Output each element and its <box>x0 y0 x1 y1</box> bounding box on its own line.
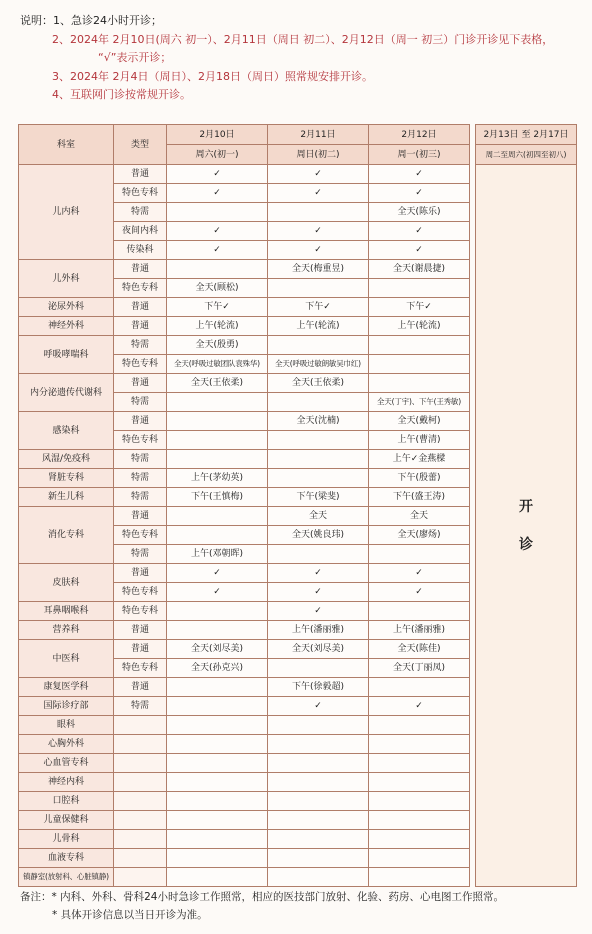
type-cell: 普通 <box>114 640 167 659</box>
dept-cell: 儿外科 <box>19 260 114 298</box>
type-cell: 特需 <box>114 545 167 564</box>
schedule-cell-d3: 下午(殷蕾) <box>369 469 470 488</box>
type-cell <box>114 830 167 849</box>
schedule-cell-d1: ✓ <box>167 222 268 241</box>
schedule-cell-d2 <box>268 754 369 773</box>
schedule-cell-d1: 下午✓ <box>167 298 268 317</box>
schedule-cell-d3: 全天(陈乐) <box>369 203 470 222</box>
schedule-cell-d1 <box>167 830 268 849</box>
schedule-cell-d1 <box>167 697 268 716</box>
type-cell <box>114 716 167 735</box>
schedule-cell-d1 <box>167 412 268 431</box>
dept-cell: 心血管专科 <box>19 754 114 773</box>
schedule-cell-d1 <box>167 754 268 773</box>
schedule-cell-d2: 全天(沈楠) <box>268 412 369 431</box>
header-d1-date: 2月10日 <box>167 125 268 145</box>
schedule-cell-d3: ✓ <box>369 241 470 260</box>
schedule-cell-d2: ✓ <box>268 165 369 184</box>
type-cell: 特色专科 <box>114 279 167 298</box>
schedule-table <box>18 124 577 887</box>
schedule-cell-d1 <box>167 602 268 621</box>
dept-cell: 内分泌遗传代谢科 <box>19 374 114 412</box>
dept-cell: 新生儿科 <box>19 488 114 507</box>
schedule-cell-d2 <box>268 773 369 792</box>
schedule-cell-d3: ✓ <box>369 697 470 716</box>
schedule-cell-d3: 上午(潘丽雅) <box>369 621 470 640</box>
dept-cell: 心胸外科 <box>19 735 114 754</box>
schedule-cell-d3 <box>369 374 470 393</box>
schedule-cell-d3: 全天(廖炀) <box>369 526 470 545</box>
schedule-cell-d1: ✓ <box>167 184 268 203</box>
schedule-cell-d2 <box>268 811 369 830</box>
header-dept: 科室 <box>19 125 114 165</box>
schedule-cell-d2: 全天(梅重昱) <box>268 260 369 279</box>
schedule-cell-d2: ✓ <box>268 241 369 260</box>
type-cell: 夜间内科 <box>114 222 167 241</box>
schedule-cell-d2: ✓ <box>268 564 369 583</box>
schedule-cell-d1: 全天(刘尽美) <box>167 640 268 659</box>
schedule-cell-d1: 上午(邓朝晖) <box>167 545 268 564</box>
schedule-cell-d3: ✓ <box>369 564 470 583</box>
header-d3-date: 2月12日 <box>369 125 470 145</box>
open-char: 诊 <box>519 536 533 553</box>
schedule-cell-d3 <box>369 716 470 735</box>
footer-line-2: * 具体开诊信息以当日开诊为准。 <box>52 909 208 921</box>
schedule-cell-d3 <box>369 811 470 830</box>
schedule-cell-d3 <box>369 754 470 773</box>
schedule-cell-d1 <box>167 716 268 735</box>
schedule-cell-d3 <box>369 830 470 849</box>
type-cell: 特需 <box>114 697 167 716</box>
open-column <box>476 165 577 887</box>
schedule-cell-d3: 全天(丁丽凤) <box>369 659 470 678</box>
schedule-cell-d3: ✓ <box>369 165 470 184</box>
type-cell <box>114 773 167 792</box>
schedule-cell-d2: 全天(刘尽美) <box>268 640 369 659</box>
notes <box>20 12 553 105</box>
schedule-cell-d3: 上午✓金燕樑 <box>369 450 470 469</box>
schedule-cell-d3 <box>369 355 470 374</box>
schedule-cell-d1 <box>167 203 268 222</box>
schedule-cell-d1 <box>167 849 268 868</box>
footer-line-1: 备注：* 内科、外科、骨科24小时急诊工作照常，相应的医技部门放射、化验、药房、心电图工作照常。 <box>20 891 504 903</box>
schedule-cell-d1 <box>167 431 268 450</box>
schedule-cell-d1: ✓ <box>167 165 268 184</box>
dept-cell: 肾脏专科 <box>19 469 114 488</box>
schedule-cell-d1 <box>167 260 268 279</box>
type-cell: 特需 <box>114 469 167 488</box>
schedule-cell-d1 <box>167 792 268 811</box>
schedule-cell-d2 <box>268 735 369 754</box>
schedule-cell-d3 <box>369 279 470 298</box>
type-cell: 普通 <box>114 621 167 640</box>
schedule-cell-d3 <box>369 868 470 887</box>
schedule-cell-d3 <box>369 792 470 811</box>
dept-cell: 国际诊疗部 <box>19 697 114 716</box>
schedule-cell-d3: ✓ <box>369 184 470 203</box>
schedule-cell-d2: 全天(姚良玮) <box>268 526 369 545</box>
dept-cell: 泌尿外科 <box>19 298 114 317</box>
schedule-cell-d3: ✓ <box>369 583 470 602</box>
schedule-cell-d3: 上午(轮流) <box>369 317 470 336</box>
schedule-cell-d2: 上午(潘丽雅) <box>268 621 369 640</box>
schedule-cell-d2: 上午(轮流) <box>268 317 369 336</box>
note-line-4: 4、互联网门诊按常规开诊。 <box>52 88 191 101</box>
schedule-cell-d3 <box>369 602 470 621</box>
schedule-cell-d3: 全天(谢晨捷) <box>369 260 470 279</box>
schedule-cell-d1: 全天(顾松) <box>167 279 268 298</box>
schedule-cell-d3: 全天(丁宇)、下午(王秀敏) <box>369 393 470 412</box>
schedule-cell-d2 <box>268 336 369 355</box>
type-cell: 特色专科 <box>114 583 167 602</box>
schedule-cell-d2 <box>268 450 369 469</box>
schedule-cell-d3: 下午✓ <box>369 298 470 317</box>
dept-cell: 呼吸哮喘科 <box>19 336 114 374</box>
schedule-cell-d1 <box>167 450 268 469</box>
schedule-cell-d2 <box>268 868 369 887</box>
schedule-cell-d2: ✓ <box>268 602 369 621</box>
schedule-cell-d2: 下午(梁斐) <box>268 488 369 507</box>
schedule-cell-d1 <box>167 621 268 640</box>
schedule-cell-d1 <box>167 507 268 526</box>
type-cell: 特需 <box>114 203 167 222</box>
type-cell: 特色专科 <box>114 431 167 450</box>
note-line-2: 2、2024年 2月10日(周六 初一）、2月11日（周日 初二）、2月12日（周一 初三）门诊开诊见下表格， <box>52 32 554 46</box>
schedule-cell-d1 <box>167 773 268 792</box>
note-line-1: 说明：1、急诊24小时开诊； <box>20 14 162 27</box>
type-cell <box>114 792 167 811</box>
type-cell: 特色专科 <box>114 184 167 203</box>
type-cell: 特色专科 <box>114 526 167 545</box>
schedule-cell-d2: ✓ <box>268 583 369 602</box>
schedule-cell-d2 <box>268 716 369 735</box>
dept-cell: 儿内科 <box>19 165 114 260</box>
schedule-cell-d3 <box>369 545 470 564</box>
dept-cell: 消化专科 <box>19 507 114 564</box>
type-cell <box>114 811 167 830</box>
schedule-cell-d1: 上午(轮流) <box>167 317 268 336</box>
dept-cell: 儿童保健科 <box>19 811 114 830</box>
schedule-cell-d2 <box>268 849 369 868</box>
type-cell: 传染科 <box>114 241 167 260</box>
schedule-cell-d2: 全天(王依柔) <box>268 374 369 393</box>
type-cell <box>114 849 167 868</box>
schedule-cell-d2: 全天(呼吸过敏朗敏吴巾红) <box>268 355 369 374</box>
schedule-cell-d1 <box>167 526 268 545</box>
schedule-cell-d1: 全天(孙克兴) <box>167 659 268 678</box>
type-cell: 特需 <box>114 336 167 355</box>
schedule-cell-d1 <box>167 393 268 412</box>
schedule-cell-d3 <box>369 735 470 754</box>
dept-cell: 儿骨科 <box>19 830 114 849</box>
dept-cell: 中医科 <box>19 640 114 678</box>
schedule-cell-d1: 下午(王慎梅) <box>167 488 268 507</box>
schedule-cell-d3: 全天 <box>369 507 470 526</box>
schedule-cell-d1: ✓ <box>167 241 268 260</box>
schedule-cell-d2 <box>268 431 369 450</box>
schedule-cell-d1: ✓ <box>167 583 268 602</box>
schedule-cell-d2 <box>268 545 369 564</box>
schedule-cell-d1: 上午(茅幼英) <box>167 469 268 488</box>
schedule-cell-d2 <box>268 469 369 488</box>
header-d2-day: 周日(初二) <box>268 145 369 165</box>
schedule-table-wrap <box>18 124 577 887</box>
schedule-cell-d2 <box>268 659 369 678</box>
schedule-cell-d2: 下午✓ <box>268 298 369 317</box>
dept-cell: 皮肤科 <box>19 564 114 602</box>
schedule-cell-d2 <box>268 792 369 811</box>
header-d2-date: 2月11日 <box>268 125 369 145</box>
schedule-cell-d2: ✓ <box>268 222 369 241</box>
schedule-cell-d2: ✓ <box>268 184 369 203</box>
type-cell: 普通 <box>114 165 167 184</box>
dept-cell: 神经内科 <box>19 773 114 792</box>
schedule-body <box>19 165 577 887</box>
type-cell: 普通 <box>114 564 167 583</box>
schedule-cell-d2: 全天 <box>268 507 369 526</box>
schedule-cell-d3 <box>369 336 470 355</box>
note-line-2b: “√”表示开诊； <box>98 51 172 64</box>
type-cell <box>114 868 167 887</box>
schedule-cell-d3 <box>369 773 470 792</box>
note-line-3: 3、2024年 2月4日（周日）、2月18日（周日）照常规安排开诊。 <box>52 69 373 83</box>
header-d1-day: 周六(初一) <box>167 145 268 165</box>
dept-cell: 耳鼻咽喉科 <box>19 602 114 621</box>
schedule-cell-d1: 全天(呼吸过敏团队袁殊华) <box>167 355 268 374</box>
schedule-cell-d1 <box>167 678 268 697</box>
schedule-cell-d3: ✓ <box>369 222 470 241</box>
schedule-cell-d2: ✓ <box>268 697 369 716</box>
type-cell: 普通 <box>114 374 167 393</box>
type-cell: 特需 <box>114 450 167 469</box>
header-type: 类型 <box>114 125 167 165</box>
type-cell <box>114 754 167 773</box>
schedule-cell-d2 <box>268 830 369 849</box>
dept-cell: 风湿/免疫科 <box>19 450 114 469</box>
type-cell <box>114 735 167 754</box>
footer-notes <box>20 888 504 924</box>
dept-cell: 营养科 <box>19 621 114 640</box>
type-cell: 普通 <box>114 260 167 279</box>
schedule-cell-d3: 下午(盛王涛) <box>369 488 470 507</box>
type-cell: 普通 <box>114 678 167 697</box>
header-d4-day: 周二至周六(初四至初八) <box>476 145 577 165</box>
dept-cell: 血液专科 <box>19 849 114 868</box>
schedule-cell-d1: ✓ <box>167 564 268 583</box>
dept-cell: 康复医学科 <box>19 678 114 697</box>
type-cell: 普通 <box>114 507 167 526</box>
schedule-cell-d2 <box>268 393 369 412</box>
schedule-cell-d2 <box>268 203 369 222</box>
schedule-cell-d2 <box>268 279 369 298</box>
open-char: 开 <box>519 498 533 515</box>
schedule-cell-d3: 上午(曹清) <box>369 431 470 450</box>
schedule-cell-d1: 全天(王依柔) <box>167 374 268 393</box>
type-cell: 普通 <box>114 412 167 431</box>
dept-cell: 口腔科 <box>19 792 114 811</box>
dept-cell: 感染科 <box>19 412 114 450</box>
dept-cell: 镇静室(放射科、心脏镇静) <box>19 868 114 887</box>
dept-cell: 神经外科 <box>19 317 114 336</box>
header-d3-day: 周一(初三) <box>369 145 470 165</box>
schedule-cell-d3 <box>369 678 470 697</box>
schedule-cell-d1 <box>167 735 268 754</box>
schedule-cell-d3: 全天(陈佳) <box>369 640 470 659</box>
schedule-cell-d1 <box>167 868 268 887</box>
type-cell: 特需 <box>114 488 167 507</box>
table-row <box>19 165 577 184</box>
type-cell: 普通 <box>114 317 167 336</box>
schedule-cell-d2: 下午(徐毅超) <box>268 678 369 697</box>
type-cell: 特色专科 <box>114 355 167 374</box>
dept-cell: 眼科 <box>19 716 114 735</box>
schedule-cell-d3: 全天(戴柯) <box>369 412 470 431</box>
schedule-cell-d1 <box>167 811 268 830</box>
type-cell: 特色专科 <box>114 602 167 621</box>
schedule-cell-d1: 全天(殷勇) <box>167 336 268 355</box>
type-cell: 特色专科 <box>114 659 167 678</box>
type-cell: 特需 <box>114 393 167 412</box>
schedule-cell-d3 <box>369 849 470 868</box>
type-cell: 普通 <box>114 298 167 317</box>
header-d4-date: 2月13日 至 2月17日 <box>476 125 577 145</box>
